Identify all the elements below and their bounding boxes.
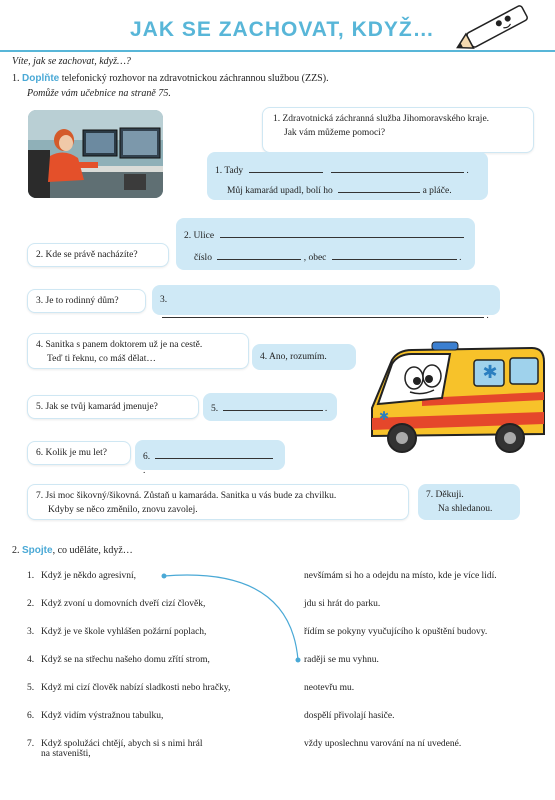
caller-answer-5: 5. . [203, 393, 337, 421]
answer-7-line1: 7. Děkuji. [426, 490, 464, 500]
answer-5-label: 5. [211, 404, 219, 414]
left-num: 6. [27, 711, 35, 721]
surname-blank[interactable] [331, 162, 464, 173]
caller-answer-3: 3. . [152, 285, 500, 315]
question-7-line2: Kdyby se něco změnilo, znovu zavolej. [48, 505, 198, 515]
dispatcher-line-2: Jak vám můžeme pomoci? [284, 128, 386, 138]
left-text: Když se na střechu našeho domu zřítí strom, [41, 655, 210, 665]
left-text: Když vidím výstražnou tabulku, [41, 711, 164, 721]
number-blank[interactable] [217, 249, 301, 260]
injury-line-prefix: Můj kamarád upadl, bolí ho [227, 186, 333, 196]
answer-3-label: 3. [160, 295, 168, 305]
left-num: 1. [27, 571, 35, 581]
answer-4-text: 4. Ano, rozumím. [260, 352, 327, 362]
ambulance-illustration [362, 338, 550, 460]
question-5-text: 5. Jak se tvůj kamarád jmenuje? [36, 402, 158, 412]
street-label: 2. Ulice [184, 231, 215, 241]
list-item-right-2[interactable]: jdu si hrát do parku. [304, 599, 381, 609]
injury-blank[interactable] [338, 182, 420, 193]
number-label: číslo [194, 253, 212, 263]
left-num: 3. [27, 627, 35, 637]
left-text-line2: na staveništi, [41, 749, 91, 759]
answer-6-blank[interactable] [155, 448, 273, 459]
street-blank[interactable] [220, 227, 464, 238]
question-6-text: 6. Kolik je mu let? [36, 448, 107, 458]
left-text: Když zvoní u domovních dveří cizí člověk, [41, 599, 206, 609]
left-num: 2. [27, 599, 35, 609]
caller-address-bubble: 2. Ulice číslo , obec . [176, 218, 475, 270]
town-blank[interactable] [332, 249, 457, 260]
dispatcher-photo [28, 110, 163, 198]
left-num: 5. [27, 683, 35, 693]
caller-answer-4 [252, 344, 356, 370]
left-text: Když mi cizí člověk nabízí sladkosti nebo hračky, [41, 683, 231, 693]
left-text: Když je někdo agresivní, [41, 571, 136, 581]
dispatcher-question-6 [27, 441, 131, 465]
question-3-text: 3. Je to rodinný dům? [36, 296, 119, 306]
dispatcher-question-3 [27, 289, 146, 313]
task1-verb: Doplňte [22, 73, 60, 84]
left-num: 7. [27, 739, 35, 749]
list-item-left-7[interactable] [27, 739, 202, 759]
answer-5-blank[interactable] [223, 400, 323, 411]
dispatcher-question-5 [27, 395, 199, 419]
task2-text: , co uděláte, když… [52, 545, 133, 556]
list-item-right-3[interactable]: řídím se pokyny vyučujícího k opuštění budovy. [304, 627, 488, 637]
pencil-icon [448, 2, 548, 50]
intro-question: Víte, jak se zachovat, když…? [12, 56, 131, 67]
example-connection-line [150, 566, 310, 670]
dispatcher-line-1: 1. Zdravotnická záchranná služba Jihomoravského kraje. [273, 114, 490, 124]
list-item-left-5[interactable] [27, 683, 230, 693]
task1-number: 1. [12, 73, 20, 84]
question-4-line1: 4. Sanitka s panem doktorem už je na cestě. [36, 340, 203, 350]
answer-3-blank[interactable] [162, 307, 484, 318]
left-text: Když spolužáci chtějí, abych si s nimi hrál [41, 739, 203, 749]
list-item-right-7[interactable]: vždy uposlechnu varování na ní uvedené. [304, 739, 462, 749]
question-4-line2: Teď ti řeknu, co máš dělat… [47, 354, 156, 364]
answer-6-label: 6. [143, 452, 151, 462]
question-7-line1: 7. Jsi moc šikovný/šikovná. Zůstaň u kamaráda. Sanitka u vás bude za chvilku. [36, 491, 337, 501]
task2-instruction [12, 545, 133, 556]
answer-7-line2: Na shledanou. [438, 504, 493, 514]
caller-answer-7 [418, 484, 520, 520]
svg-text:✱: ✱ [378, 409, 390, 423]
dispatcher-bubble-1 [262, 107, 534, 153]
list-item-right-6[interactable]: dospělí přivolají hasiče. [304, 711, 395, 721]
task2-number: 2. [12, 545, 20, 556]
caller-bubble-1: 1. Tady . Můj kamarád upadl, bolí ho a pláče. [207, 152, 488, 200]
list-item-left-1[interactable] [27, 571, 136, 581]
caller-line-prefix: 1. Tady [215, 166, 244, 176]
list-item-right-1[interactable]: nevšímám si ho a odejdu na místo, kde je více lidí. [304, 571, 497, 581]
dispatcher-question-2 [27, 243, 169, 267]
list-item-left-6[interactable] [27, 711, 163, 721]
caller-answer-6: 6. . [135, 440, 285, 470]
injury-line-suffix: a pláče. [422, 186, 452, 196]
page-title: JAK SE ZACHOVAT, KDYŽ… [130, 18, 435, 41]
town-label: , obec [303, 253, 327, 263]
left-text: Když je ve škole vyhlášen požární poplach, [41, 627, 207, 637]
dispatcher-question-7 [27, 484, 409, 520]
list-item-right-4[interactable]: raději se mu vyhnu. [304, 655, 379, 665]
left-num: 4. [27, 655, 35, 665]
dispatcher-question-4 [27, 333, 249, 369]
question-2-text: 2. Kde se právě nacházíte? [36, 250, 138, 260]
task1-hint: Pomůže vám učebnice na straně 75. [27, 88, 171, 99]
svg-text:✱: ✱ [482, 362, 498, 382]
task1-instruction [12, 73, 329, 84]
title-underline [0, 50, 555, 52]
task2-verb: Spojte [22, 545, 53, 556]
task1-text: telefonický rozhovor na zdravotnickou záchrannou službou (ZZS). [61, 73, 329, 84]
list-item-right-5[interactable]: neotevřu mu. [304, 683, 355, 693]
name-blank[interactable] [249, 162, 323, 173]
